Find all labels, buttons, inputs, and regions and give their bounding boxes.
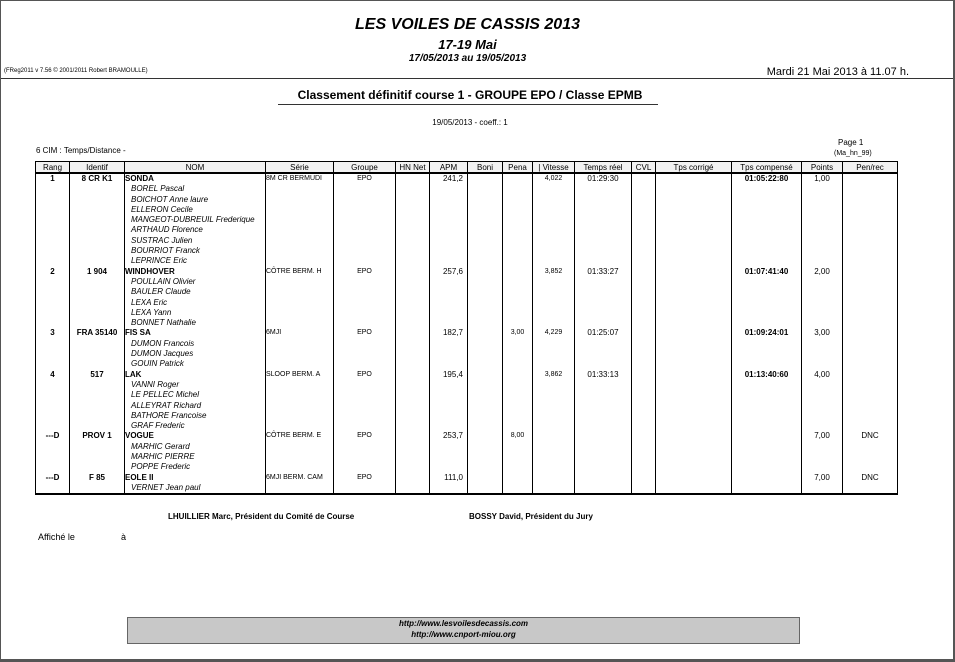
race-coeff: 19/05/2013 - coeff.: 1	[432, 118, 508, 127]
penrec-cell	[843, 267, 898, 329]
hn-cell	[396, 370, 430, 432]
apm-cell	[430, 370, 468, 432]
pena-cell	[503, 431, 533, 472]
groupe-cell-value: EPO	[357, 267, 372, 275]
crew-member: BOREL Pascal	[131, 184, 185, 194]
compense-cell	[732, 473, 802, 495]
compense-cell	[732, 173, 802, 267]
pena-cell-value: 3,00	[510, 329, 525, 337]
penrec-cell	[843, 431, 898, 472]
table-row	[36, 328, 898, 369]
temps-cell	[575, 328, 632, 369]
table-row	[36, 267, 898, 329]
identif-cell-value: 1 904	[86, 266, 108, 276]
identif-cell	[70, 328, 125, 369]
cvl-cell	[632, 370, 656, 432]
corrige-cell	[656, 431, 732, 472]
page-number: Page 1	[838, 138, 864, 147]
footer-box	[127, 617, 800, 644]
signature-race-committee: LHUILLIER Marc, Président du Comité de Course	[168, 512, 355, 521]
boni-cell	[468, 370, 503, 432]
rank-cell	[36, 328, 70, 369]
table-row	[36, 370, 898, 432]
pena-cell-value: 8,00	[510, 432, 525, 440]
classement-title: Classement définitif course 1 - GROUPE EPO / Classe EPMB	[297, 88, 643, 102]
crew-member: ELLERON Cecile	[131, 204, 193, 214]
points-cell-value: 7,00	[814, 431, 830, 441]
points-cell	[802, 431, 843, 472]
serie-cell-value: 6MJI	[266, 329, 282, 337]
crew-member: DUMON Jacques	[131, 349, 194, 359]
apm-cell-value: 257,6	[442, 266, 463, 276]
col-header: Tps compensé	[732, 162, 802, 174]
crew-member: LE PELLEC Michel	[131, 390, 200, 400]
identif-cell	[70, 473, 125, 495]
apm-cell	[430, 267, 468, 329]
serie-cell-value: SLOOP BERM. A	[266, 370, 321, 378]
corrige-cell	[656, 473, 732, 495]
identif-cell-value: 8 CR K1	[81, 174, 113, 183]
cim-label: 6 CIM : Temps/Distance -	[36, 146, 126, 155]
vitesse-cell	[533, 473, 575, 495]
pena-cell	[503, 328, 533, 369]
crew-member: BONNET Nathalie	[131, 318, 196, 328]
name-cell	[125, 267, 266, 329]
table-header	[36, 162, 898, 174]
serie-cell-value: CÔTRE BERM. H	[266, 267, 322, 275]
identif-cell	[70, 370, 125, 432]
crew-member: ALLEYRAT Richard	[131, 400, 202, 410]
regatta-dates: 17-19 Mai	[438, 37, 497, 52]
compense-cell	[732, 267, 802, 329]
apm-cell-value: 195,4	[442, 369, 463, 379]
groupe-cell-value: EPO	[357, 370, 372, 378]
col-header: Série	[266, 162, 334, 174]
boat-name: FIS SA	[125, 328, 151, 338]
boat-name: VOGUE	[125, 431, 154, 441]
points-cell	[802, 173, 843, 267]
compense-cell-value: 01:13:40:60	[744, 369, 789, 379]
name-cell	[125, 328, 266, 369]
crew-member: BAULER Claude	[131, 287, 191, 297]
pena-cell	[503, 173, 533, 267]
serie-cell	[266, 370, 334, 432]
crew-member: VERNET Jean paul	[131, 482, 201, 492]
groupe-cell-value: EPO	[357, 473, 372, 481]
col-header: CVL	[632, 162, 656, 174]
vitesse-cell-value: 4,022	[544, 175, 563, 182]
apm-cell	[430, 173, 468, 267]
serie-cell-value: 8M CR BERMUDI	[266, 175, 323, 182]
printed-date: Mardi 21 Mai 2013 à 11.07 h.	[766, 66, 909, 78]
cvl-cell	[632, 328, 656, 369]
hn-cell	[396, 431, 430, 472]
boni-cell	[468, 267, 503, 329]
name-cell	[125, 473, 266, 495]
hn-cell	[396, 473, 430, 495]
identif-cell	[70, 173, 125, 267]
apm-cell	[430, 431, 468, 472]
rank-cell-value: ---D	[45, 472, 60, 482]
serie-cell-value: CÔTRE BERM. E	[266, 432, 322, 440]
compense-cell	[732, 431, 802, 472]
cvl-cell	[632, 473, 656, 495]
pena-cell	[503, 267, 533, 329]
corrige-cell	[656, 173, 732, 267]
groupe-cell	[334, 328, 396, 369]
groupe-cell	[334, 473, 396, 495]
crew-member: LEXA Yann	[131, 307, 172, 317]
serie-cell	[266, 473, 334, 495]
identif-cell	[70, 431, 125, 472]
hn-cell	[396, 173, 430, 267]
rank-cell-value: 1	[50, 174, 55, 183]
rank-cell	[36, 431, 70, 472]
col-header: | Vitesse	[533, 162, 575, 174]
serie-cell	[266, 328, 334, 369]
corrige-cell	[656, 370, 732, 432]
name-cell	[125, 431, 266, 472]
crew-member: BOURRIOT Franck	[131, 246, 200, 256]
footer-url-2[interactable]: http://www.cnport-miou.org	[411, 630, 516, 639]
temps-cell	[575, 473, 632, 495]
points-cell	[802, 370, 843, 432]
temps-cell-value: 01:33:27	[587, 266, 619, 276]
name-cell	[125, 370, 266, 432]
regatta-range: 17/05/2013 au 19/05/2013	[408, 53, 527, 64]
crew-member: POPPE Frederic	[131, 462, 191, 472]
points-cell-value: 7,00	[814, 472, 830, 482]
col-header: Points	[802, 162, 843, 174]
groupe-cell-value: EPO	[357, 432, 372, 440]
apm-cell-value: 253,7	[442, 431, 463, 441]
rank-cell-value: 4	[50, 369, 55, 379]
penrec-cell	[843, 473, 898, 495]
classement-rule	[278, 104, 658, 105]
name-cell	[125, 173, 266, 267]
vitesse-cell	[533, 328, 575, 369]
boni-cell	[468, 473, 503, 495]
col-header: Pen/rec	[843, 162, 898, 174]
compense-cell	[732, 328, 802, 369]
vitesse-cell	[533, 370, 575, 432]
apm-cell	[430, 328, 468, 369]
rank-cell-value: 3	[50, 328, 55, 338]
cvl-cell	[632, 431, 656, 472]
corrige-cell	[656, 328, 732, 369]
affiche-a: à	[121, 532, 127, 542]
penrec-cell	[843, 173, 898, 267]
crew-member: MARHIC Gerard	[131, 441, 190, 451]
vitesse-cell-value: 3,862	[544, 370, 563, 378]
crew-member: SUSTRAC Julien	[131, 235, 193, 245]
crew-member: GRAF Frederic	[131, 421, 185, 431]
penrec-cell-value: DNC	[861, 472, 879, 482]
col-header: Pena	[503, 162, 533, 174]
crew-member: VANNI Roger	[131, 379, 180, 389]
vitesse-cell	[533, 173, 575, 267]
regatta-title: LES VOILES DE CASSIS 2013	[355, 16, 580, 33]
rank-cell-value: 2	[50, 266, 55, 276]
boni-cell	[468, 173, 503, 267]
table-row	[36, 431, 898, 472]
temps-cell	[575, 267, 632, 329]
serie-cell	[266, 173, 334, 267]
groupe-cell-value: EPO	[357, 329, 372, 337]
temps-cell-value: 01:33:13	[587, 369, 619, 379]
boni-cell	[468, 431, 503, 472]
col-header: NOM	[125, 162, 266, 174]
col-header: Groupe	[334, 162, 396, 174]
penrec-cell-value: DNC	[861, 431, 879, 441]
col-header: APM	[430, 162, 468, 174]
corrige-cell	[656, 267, 732, 329]
identif-cell	[70, 267, 125, 329]
boat-name: LAK	[125, 369, 142, 379]
groupe-cell	[334, 370, 396, 432]
cvl-cell	[632, 173, 656, 267]
boni-cell	[468, 328, 503, 369]
crew-member: BATHORE Francoise	[131, 410, 207, 420]
rank-cell	[36, 370, 70, 432]
cvl-cell	[632, 267, 656, 329]
boat-name: SONDA	[125, 174, 154, 183]
results-table	[35, 161, 898, 495]
col-header: Boni	[468, 162, 503, 174]
points-cell-value: 2,00	[814, 266, 830, 276]
groupe-cell	[334, 267, 396, 329]
rank-cell	[36, 267, 70, 329]
temps-cell	[575, 173, 632, 267]
compense-cell-value: 01:05:22:80	[744, 174, 789, 183]
serie-cell	[266, 267, 334, 329]
identif-cell-value: F 85	[88, 472, 105, 482]
rank-cell	[36, 473, 70, 495]
serie-cell-value: 6MJI BERM. CAM	[266, 473, 323, 481]
temps-cell	[575, 431, 632, 472]
col-header: Tps corrigé	[656, 162, 732, 174]
serie-cell	[266, 431, 334, 472]
groupe-cell	[334, 431, 396, 472]
points-cell-value: 3,00	[814, 328, 830, 338]
groupe-cell-value: EPO	[357, 175, 372, 182]
hn-cell	[396, 328, 430, 369]
boat-name: WINDHOVER	[125, 266, 175, 276]
rank-cell-value: ---D	[45, 431, 60, 441]
crew-member: MARHIC PIERRE	[131, 452, 195, 462]
pena-cell	[503, 370, 533, 432]
identif-cell-value: 517	[90, 369, 104, 379]
apm-cell-value: 182,7	[442, 328, 463, 338]
rank-cell	[36, 173, 70, 267]
crew-member: BOICHOT Anne laure	[131, 194, 209, 204]
crew-member: ARTHAUD Florence	[131, 225, 203, 235]
col-header: HN Net	[396, 162, 430, 174]
table-row	[36, 473, 898, 495]
pena-cell	[503, 473, 533, 495]
penrec-cell	[843, 370, 898, 432]
points-cell	[802, 267, 843, 329]
crew-member: DUMON Francois	[131, 338, 195, 348]
crew-member: LEPRINCE Eric	[131, 256, 188, 266]
vitesse-cell	[533, 267, 575, 329]
page-code: (Ma_hn_99)	[834, 150, 872, 157]
frame-top	[0, 0, 955, 1]
identif-cell-value: PROV 1	[82, 431, 112, 441]
hn-cell	[396, 267, 430, 329]
vitesse-cell-value: 4,229	[544, 329, 563, 337]
vitesse-cell	[533, 431, 575, 472]
temps-cell-value: 01:29:30	[587, 174, 619, 183]
identif-cell-value: FRA 35140	[76, 328, 118, 338]
apm-cell	[430, 473, 468, 495]
boat-name: EOLE II	[125, 472, 154, 482]
points-cell	[802, 473, 843, 495]
apm-cell-value: 111,0	[444, 472, 463, 482]
points-cell	[802, 328, 843, 369]
table-row	[36, 173, 898, 267]
crew-member: LEXA Eric	[131, 297, 168, 307]
crew-member: POULLAIN Olivier	[131, 276, 196, 286]
compense-cell-value: 01:09:24:01	[744, 328, 789, 338]
col-header: Temps réel	[575, 162, 632, 174]
groupe-cell	[334, 173, 396, 267]
penrec-cell	[843, 328, 898, 369]
temps-cell-value: 01:25:07	[587, 328, 619, 338]
points-cell-value: 4,00	[814, 369, 830, 379]
header-rule	[1, 78, 953, 79]
signature-jury: BOSSY David, Président du Jury	[469, 512, 593, 521]
compense-cell-value: 01:07:41:40	[744, 266, 789, 276]
temps-cell	[575, 370, 632, 432]
software-credit: (FReg2011 v 7.56 © 2001/2011 Robert BRAMOULLE)	[4, 68, 148, 74]
affiche-label: Affiché le	[38, 532, 75, 542]
vitesse-cell-value: 3,852	[544, 267, 563, 275]
compense-cell	[732, 370, 802, 432]
points-cell-value: 1,00	[814, 174, 830, 183]
footer-url-1[interactable]: http://www.lesvoilesdecassis.com	[398, 619, 529, 628]
crew-member: MANGEOT-DUBREUIL Frederique	[131, 215, 255, 225]
col-header: Rang	[36, 162, 70, 174]
crew-member: GOUIN Patrick	[131, 359, 184, 369]
col-header: Identif	[70, 162, 125, 174]
apm-cell-value: 241,2	[442, 174, 463, 183]
